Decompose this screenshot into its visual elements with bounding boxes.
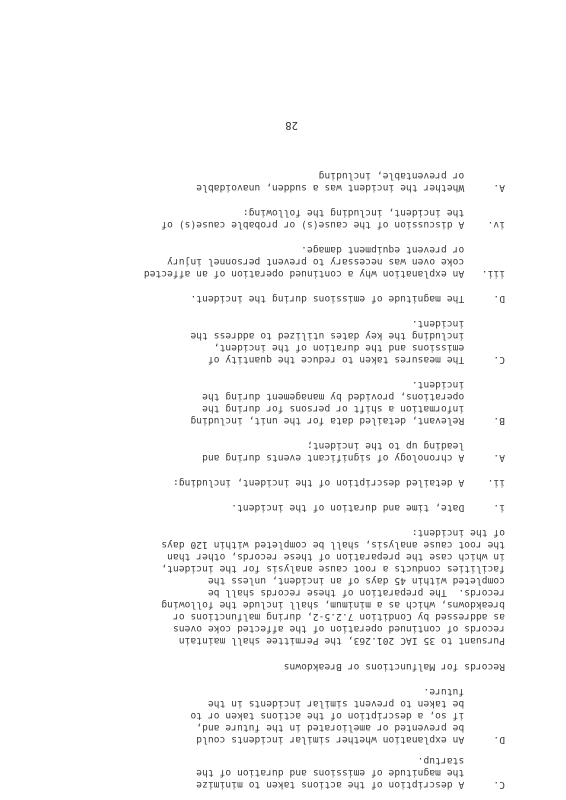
text-line: including the key dates utilized to address the [190, 330, 505, 341]
text-line: D. The magnitude of emissions during the incident. [190, 293, 505, 304]
text-line: ii. A detailed description of the incident, including: [172, 477, 505, 488]
text-line: the incident, including the following: [242, 207, 505, 218]
text-line: of the incident: [411, 527, 505, 538]
text-line: or preventable, including [318, 170, 505, 181]
text-line: incident. [411, 318, 505, 329]
text-line: iii. An explanation why a continued operation of an affected [143, 268, 505, 279]
text-line: completed within 45 days of an incident, unless the [207, 575, 505, 586]
text-line: as addressed by Condition 7.2.5-2, during malfunctions or [172, 611, 505, 622]
text-line: be taken to prevent similar incidents in the [207, 698, 505, 709]
text-line: A. Whether the incident was a sudden, unavoidable [196, 182, 505, 193]
text-line: incident. [411, 379, 505, 390]
text-line: operations, provided by management during the [202, 391, 505, 402]
text-line: records. The preparation of these records shall be [207, 587, 505, 598]
text-line: the magnitude of emissions and duration of the [196, 767, 505, 778]
text-line: B. Relevant, detailed data for the unit, including [190, 415, 505, 426]
section-heading: Records for Malfunctions or Breakdowns [283, 661, 505, 672]
text-line: be prevented or ameliorated in the future and, [196, 722, 505, 733]
text-line: C. A description of the actions taken to minimize [196, 779, 505, 790]
text-line: future. [423, 686, 505, 697]
text-line: information a shift or persons for during the [202, 403, 505, 414]
text-line: Pursuant to 35 IAC 201.263, the Permittee shall maintain [178, 635, 505, 646]
text-line: if so, a description of the actions taken or to [190, 710, 505, 721]
text-line: breakdowns, which as a minimum, shall include the following [161, 599, 505, 610]
page-number: 28 [285, 119, 298, 131]
text-line: facilities conducts a root cause analysis for the incident, [161, 563, 505, 574]
text-line: leading up to the incident; [306, 440, 505, 451]
text-line: emissions and the duration of the incident, [213, 342, 505, 353]
text-line: C. The measures taken to reduce the quantity of [207, 354, 505, 365]
text-line: iv. A discussion of the cause(s) or probable cause(s) of [161, 219, 505, 230]
text-line: records of continued operation of the affected coke ovens [172, 623, 505, 634]
text-line: in which case the preparation of these records, other than [167, 551, 505, 562]
text-line: D. An explanation whether similar incidents could [196, 734, 505, 745]
text-line: or prevent equipment damage. [301, 244, 505, 255]
text-line: A. A chronology of significant events during and [202, 452, 505, 463]
text-line: i. Date, time and duration of the incident. [231, 502, 505, 513]
text-line: the root cause analysis, shall be completed within 120 days [161, 539, 505, 550]
text-line: coke oven was necessary to prevent personnel injury [167, 256, 505, 267]
text-line: startup. [417, 755, 505, 766]
